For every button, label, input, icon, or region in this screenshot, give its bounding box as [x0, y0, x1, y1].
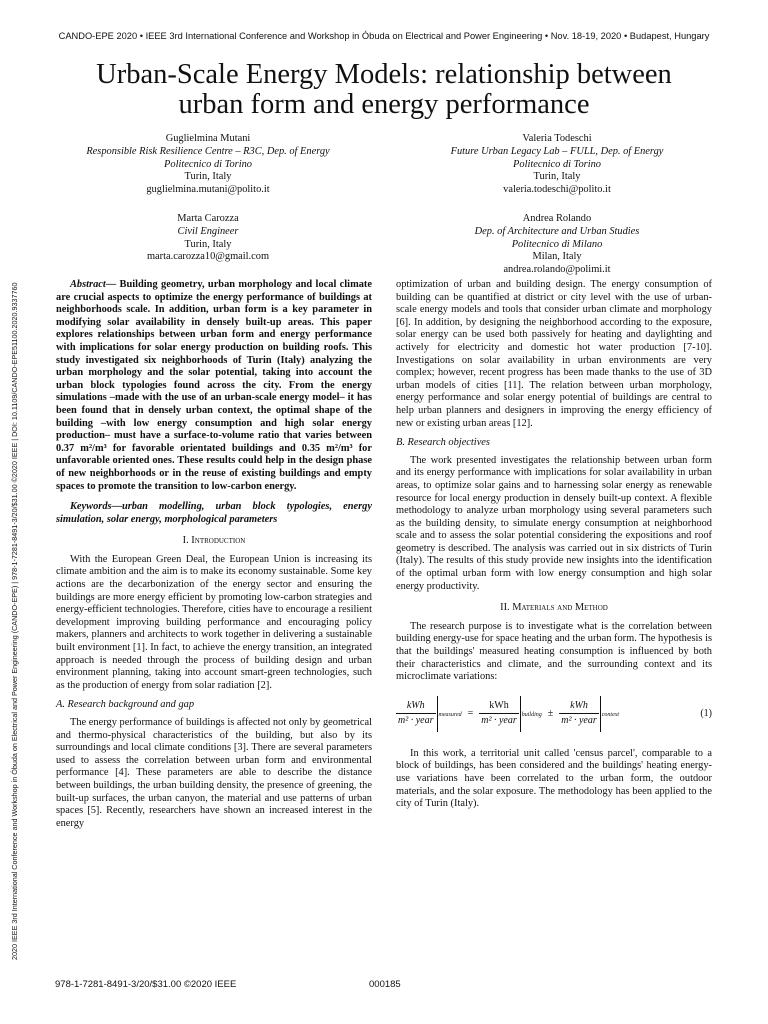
title-line-1: Urban-Scale Energy Models: relationship between — [96, 59, 672, 90]
left-column — [56, 279, 372, 830]
author-institution: Politecnico di Torino — [513, 158, 601, 170]
eq-subscript: context — [601, 711, 620, 718]
eq-equals: = — [467, 707, 474, 719]
eq-numerator: kWh — [489, 699, 509, 711]
author-email[interactable]: marta.carozza10@gmail.com — [146, 251, 270, 263]
author-institution: Politecnico di Milano — [511, 238, 603, 250]
author-name: Marta Carozza — [177, 213, 239, 224]
abstract-lead: Abstract — [70, 279, 106, 290]
eq-denominator: m² · year — [561, 715, 597, 727]
paragraph: In this work, a territorial unit called 'census parcel', comparable to a block of buildings, has been considered and the buildings' heating energy-use variations have been correlated to the urban form, the outdoor materials, and the solar exposure. The methodology has been applied to the city of Turin (Italy). — [396, 747, 712, 810]
paragraph: The research purpose is to investigate what is the correlation between building energy-use for space heating and the urban form. The hypothesis is that the buildings' measured heating consumption is influenced by both their characteristics and climate, and the surrounding context and its microclimate variations: — [396, 620, 712, 683]
author-block — [43, 133, 373, 197]
author-city: Turin, Italy — [184, 171, 232, 183]
eq-term-building — [479, 696, 521, 732]
author-institution: Politecnico di Torino — [164, 158, 252, 170]
author-affiliation: Responsible Risk Resilience Centre – R3C, Dep. of Energy — [86, 145, 330, 157]
side-doi-strip: 2020 IEEE 3rd International Conference and Workshop in Óbuda on Electrical and Power Engineering (CANDO-EPE) | 978-1-7281-8491-3/20/$31.00 ©2020 IEEE | DOI: 10.1109/CANDO-EPE51100.2020.9337760 — [10, 282, 19, 960]
abstract — [56, 279, 372, 493]
conference-header: CANDO-EPE 2020 • IEEE 3rd International Conference and Workshop in Óbuda on Electrical and Power Engineering • Nov. 18-19, 2020 • Budapest, Hungary — [58, 31, 710, 41]
paragraph: The energy performance of buildings is affected not only by geometrical and thermo-physical characteristics of the building, but also by its surroundings and local climate conditions [3]. There are several parameters used to assess the correlation between urban form and environmental performance [4]. These parameters are able to describe the distance between buildings, the urban building density, the presence of greening, the built-up surfaces, the urban canyon, the material and use patterns of urban spaces [5]. Recently, researchers have shown an increased interest in the energy — [56, 717, 372, 829]
footer-isbn: 978-1-7281-8491-3/20/$31.00 ©2020 IEEE — [55, 979, 237, 990]
abstract-text: — Building geometry, urban morphology and local climate are crucial aspects to optimize the energy performance of buildings at neighborhoods scale. In addition, urban form is a key parameter in modifying solar availability in densely built-up areas. This paper explores relationships between urban form and energy performance with implications for solar energy production on building roofs. This study investigated six neighborhoods of Turin (Italy) analyzing the urban morphology and the solar potential, taking into account the urban block typologies found across the city. From the energy simulations –made with the use of an urban-scale energy model– it has been found that in densely urban context, the optimal shape of the building –with low energy consumption and high solar energy production– must have a surface-to-volume ratio that varies between 0.37 m²/m³ for favorable orientated buildings and 0.35 m²/m³ for unfavorable oriented ones. These results could help in the design phase of new neighborhoods or in the reuse of existing buildings and empty spaces to promote the transition to low-carbon energy. — [56, 279, 372, 492]
author-email[interactable]: valeria.todeschi@polito.it — [503, 184, 611, 196]
eq-plus-minus: ± — [547, 707, 554, 719]
subsection-heading: B. Research objectives — [396, 437, 490, 449]
eq-subscript: building — [521, 711, 542, 718]
author-block — [392, 213, 722, 277]
section-heading: I. Introduction — [182, 535, 246, 547]
paragraph: optimization of urban and building design. The energy consumption of building can be quantified at district or city level with the use of urban-scale energy models and tools that consider urban climate and morphology [6]. In addition, by designing the neighborhood according to the exposure, solar energy can be used both passively for heating and daylighting and actively for electricity and domestic hot water production [7-10]. Investigations on solar availability in urban environments are very complex; however, recent progress has been made thanks to the use of 3D urban models of cities [11]. The relation between urban morphology, energy performance and solar energy potential of buildings are central to help urban planners and designers in improving the energy efficiency of new or existing urban areas [12]. — [396, 279, 712, 429]
title-line-2: urban form and energy performance — [178, 89, 590, 120]
equation-1 — [396, 694, 712, 734]
author-email[interactable]: guglielmina.mutani@polito.it — [146, 184, 270, 196]
eq-denominator: m² · year — [481, 715, 517, 727]
author-block — [43, 213, 373, 264]
author-name: Valeria Todeschi — [522, 133, 592, 144]
eq-term-measured — [396, 696, 438, 732]
author-block — [392, 133, 722, 197]
paragraph: With the European Green Deal, the European Union is increasing its climate ambition and the aim is to make its economy sustainable. Some key actions are the decarbonization of the energy sector and ensuring the buildings are more energy efficient by promoting low-carbon strategies and energy-efficient technologies. Therefore, cities have to encourage a resilient development improving building performance and encouraging policy makers, planners and architects to work together in delivering a sustainable built environment [1]. In fact, to achieve the energy transition, an integrated approach is needed through the process of building design and urban environment planning, taking into account smart-green technologies, such as the production of energy from solar radiation [2]. — [56, 553, 372, 691]
author-affiliation: Future Urban Legacy Lab – FULL, Dep. of Energy — [450, 145, 664, 157]
author-name: Andrea Rolando — [522, 213, 592, 224]
eq-denominator: m² · year — [398, 715, 434, 727]
author-name: Guglielmina Mutani — [165, 133, 251, 144]
eq-numerator: kWh — [570, 699, 588, 711]
paper-title — [40, 60, 728, 120]
eq-term-context — [559, 696, 601, 732]
keywords: Keywords—urban modelling, urban block typologies, energy simulation, solar energy, morphological parameters — [56, 501, 372, 525]
author-city: Turin, Italy — [184, 238, 232, 250]
author-city: Turin, Italy — [533, 171, 581, 183]
paragraph: The work presented investigates the relationship between urban form and its energy performance with implications for solar availability in urban areas, to optimize solar gains and to harnessing solar energy as renewable resource for local energy production in densely built-up context. A flexible methodology to analyze urban morphology using several parameters such as the building density, to simulate energy consumption at neighborhood scale and to assess the solar potential considering the expositions and roof geometry is described. The analysis was carried out in six districts of Turin (Italy). The results of this study provide new insights into the identification of the optimal urban form with low energy consumption and high solar energy productivity. — [396, 454, 712, 592]
section-heading: II. Materials and Method — [500, 602, 608, 614]
equation-number: (1) — [700, 707, 712, 719]
author-affiliation: Dep. of Architecture and Urban Studies — [474, 225, 640, 237]
author-email[interactable]: andrea.rolando@polimi.it — [503, 264, 611, 276]
right-column — [396, 279, 712, 811]
author-affiliation: Civil Engineer — [177, 225, 239, 237]
eq-numerator: kWh — [406, 699, 425, 711]
equation-body — [396, 696, 619, 732]
footer-page-number: 000185 — [369, 979, 401, 990]
subsection-heading: A. Research background and gap — [56, 699, 195, 711]
author-city: Milan, Italy — [532, 251, 582, 263]
eq-subscript: measured — [438, 711, 462, 718]
